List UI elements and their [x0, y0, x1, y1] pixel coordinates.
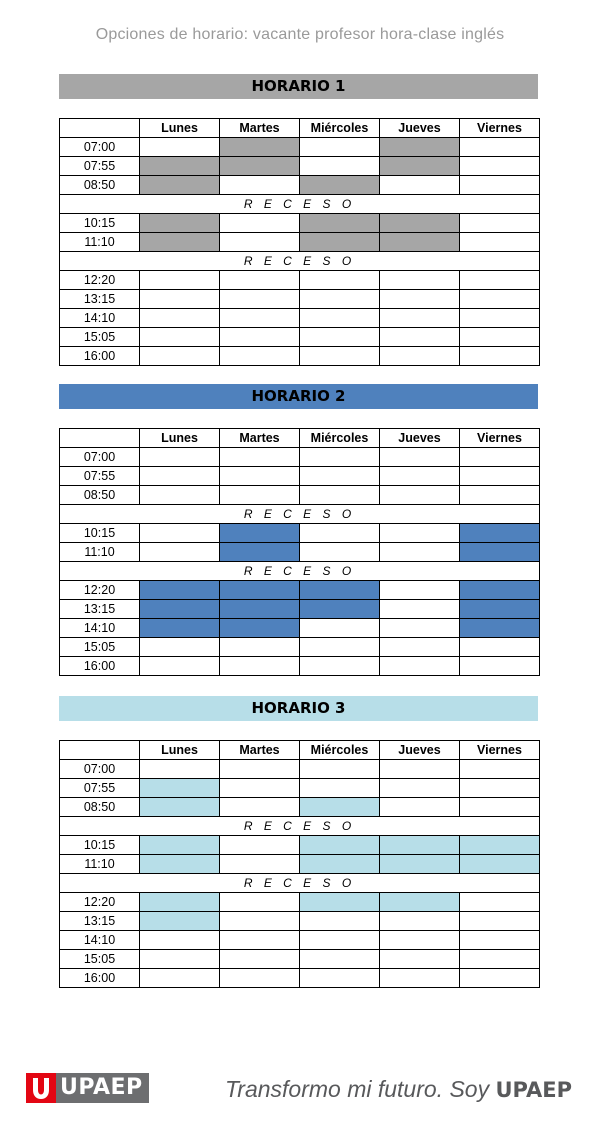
slot-cell-filled: [220, 581, 300, 600]
slogan-brand: UPAEP: [495, 1078, 572, 1102]
time-row: [60, 619, 540, 638]
time-row: [60, 969, 540, 988]
time-row: [60, 893, 540, 912]
slot-cell-empty: [220, 328, 300, 347]
slot-cell-empty: [460, 233, 540, 252]
time-row: [60, 950, 540, 969]
slot-cell-filled: [140, 855, 220, 874]
slot-cell-empty: [140, 138, 220, 157]
time-cell: 08:50: [60, 176, 140, 195]
slot-cell-empty: [140, 467, 220, 486]
slot-cell-empty: [300, 912, 380, 931]
slot-cell-empty: [300, 760, 380, 779]
slot-cell-empty: [220, 448, 300, 467]
time-row: [60, 138, 540, 157]
slot-cell-empty: [380, 524, 460, 543]
time-cell: 08:50: [60, 798, 140, 817]
time-cell: 14:10: [60, 309, 140, 328]
slot-cell-empty: [300, 157, 380, 176]
slot-cell-empty: [380, 950, 460, 969]
time-cell: 11:10: [60, 855, 140, 874]
time-row: [60, 912, 540, 931]
slot-cell-empty: [220, 214, 300, 233]
slot-cell-empty: [380, 600, 460, 619]
slot-cell-empty: [460, 931, 540, 950]
slot-cell-empty: [300, 657, 380, 676]
schedule-1-banner: HORARIO 1: [59, 74, 538, 99]
slot-cell-empty: [300, 638, 380, 657]
slot-cell-filled: [220, 600, 300, 619]
slot-cell-filled: [460, 836, 540, 855]
slot-cell-filled: [220, 138, 300, 157]
slot-cell-filled: [140, 779, 220, 798]
time-cell: 15:05: [60, 328, 140, 347]
day-header: Jueves: [380, 119, 460, 138]
time-row: [60, 347, 540, 366]
slot-cell-empty: [460, 157, 540, 176]
day-header: Martes: [220, 741, 300, 760]
slot-cell-filled: [300, 855, 380, 874]
slot-cell-empty: [460, 638, 540, 657]
time-row: [60, 798, 540, 817]
slot-cell-empty: [140, 543, 220, 562]
slot-cell-empty: [380, 486, 460, 505]
slot-cell-empty: [220, 347, 300, 366]
time-cell: 07:55: [60, 157, 140, 176]
slot-cell-empty: [220, 836, 300, 855]
day-header: Lunes: [140, 741, 220, 760]
time-cell: 15:05: [60, 638, 140, 657]
schedule-2-table: [59, 428, 540, 676]
slot-cell-empty: [300, 328, 380, 347]
slot-cell-filled: [380, 138, 460, 157]
schedule-3-banner: HORARIO 3: [59, 696, 538, 721]
time-cell: 08:50: [60, 486, 140, 505]
slot-cell-filled: [380, 855, 460, 874]
slot-cell-empty: [140, 486, 220, 505]
slot-cell-empty: [300, 448, 380, 467]
slot-cell-empty: [380, 448, 460, 467]
slot-cell-filled: [140, 157, 220, 176]
time-row: [60, 657, 540, 676]
day-header: Lunes: [140, 119, 220, 138]
schedule-2-banner: HORARIO 2: [59, 384, 538, 409]
slot-cell-empty: [220, 950, 300, 969]
time-cell: 15:05: [60, 950, 140, 969]
time-cell: 11:10: [60, 233, 140, 252]
time-row: [60, 328, 540, 347]
slogan: [225, 1076, 572, 1103]
slot-cell-empty: [220, 798, 300, 817]
day-header: Jueves: [380, 429, 460, 448]
slot-cell-empty: [140, 309, 220, 328]
time-cell: 16:00: [60, 347, 140, 366]
slot-cell-filled: [460, 581, 540, 600]
time-row: [60, 233, 540, 252]
day-header: Viernes: [460, 741, 540, 760]
slot-cell-filled: [140, 176, 220, 195]
slot-cell-empty: [300, 138, 380, 157]
slot-cell-filled: [380, 893, 460, 912]
slot-cell-empty: [380, 760, 460, 779]
recess-row: [60, 562, 540, 581]
slot-cell-empty: [380, 176, 460, 195]
time-cell: 10:15: [60, 524, 140, 543]
recess-label: R E C E S O: [60, 195, 540, 214]
slot-cell-filled: [300, 600, 380, 619]
slot-cell-empty: [460, 912, 540, 931]
corner-cell: [60, 429, 140, 448]
slot-cell-empty: [460, 950, 540, 969]
slot-cell-filled: [220, 619, 300, 638]
time-row: [60, 836, 540, 855]
slot-cell-filled: [140, 798, 220, 817]
schedule-1-table: [59, 118, 540, 366]
slot-cell-filled: [460, 600, 540, 619]
slot-cell-empty: [460, 271, 540, 290]
slot-cell-filled: [460, 619, 540, 638]
time-cell: 07:55: [60, 467, 140, 486]
time-row: [60, 931, 540, 950]
slot-cell-empty: [220, 467, 300, 486]
time-cell: 13:15: [60, 600, 140, 619]
time-row: [60, 271, 540, 290]
slot-cell-filled: [460, 855, 540, 874]
corner-cell: [60, 741, 140, 760]
time-cell: 13:15: [60, 912, 140, 931]
slot-cell-filled: [140, 233, 220, 252]
slot-cell-empty: [220, 486, 300, 505]
recess-label: R E C E S O: [60, 505, 540, 524]
slot-cell-empty: [460, 347, 540, 366]
time-row: [60, 760, 540, 779]
time-cell: 07:00: [60, 138, 140, 157]
slot-cell-empty: [220, 912, 300, 931]
day-header: Jueves: [380, 741, 460, 760]
slot-cell-empty: [140, 290, 220, 309]
slot-cell-empty: [300, 969, 380, 988]
slot-cell-filled: [300, 581, 380, 600]
page-title: Opciones de horario: vacante profesor hora-clase inglés: [95, 26, 505, 43]
slot-cell-empty: [460, 290, 540, 309]
slot-cell-filled: [380, 214, 460, 233]
time-cell: 12:20: [60, 893, 140, 912]
time-cell: 07:55: [60, 779, 140, 798]
slot-cell-empty: [380, 619, 460, 638]
slot-cell-empty: [140, 347, 220, 366]
slot-cell-filled: [140, 600, 220, 619]
day-header: Miércoles: [300, 429, 380, 448]
recess-row: [60, 505, 540, 524]
time-cell: 11:10: [60, 543, 140, 562]
time-row: [60, 524, 540, 543]
time-cell: 12:20: [60, 271, 140, 290]
time-row: [60, 214, 540, 233]
slot-cell-filled: [300, 893, 380, 912]
slot-cell-empty: [380, 969, 460, 988]
slot-cell-empty: [460, 467, 540, 486]
slot-cell-empty: [140, 931, 220, 950]
recess-row: [60, 252, 540, 271]
day-header: Viernes: [460, 119, 540, 138]
slot-cell-empty: [460, 176, 540, 195]
slot-cell-empty: [220, 290, 300, 309]
slot-cell-empty: [300, 779, 380, 798]
slot-cell-empty: [140, 950, 220, 969]
slot-cell-empty: [380, 543, 460, 562]
time-cell: 10:15: [60, 836, 140, 855]
time-row: [60, 855, 540, 874]
slot-cell-filled: [220, 157, 300, 176]
recess-row: [60, 874, 540, 893]
time-row: [60, 467, 540, 486]
slot-cell-empty: [300, 619, 380, 638]
slot-cell-filled: [220, 524, 300, 543]
header-row: [60, 741, 540, 760]
slot-cell-filled: [140, 619, 220, 638]
time-row: [60, 290, 540, 309]
slot-cell-empty: [300, 524, 380, 543]
time-row: [60, 779, 540, 798]
slot-cell-empty: [300, 290, 380, 309]
time-row: [60, 638, 540, 657]
slogan-text: Transformo mi futuro. Soy: [224, 1076, 490, 1102]
time-cell: 07:00: [60, 448, 140, 467]
slot-cell-filled: [380, 233, 460, 252]
slot-cell-filled: [140, 912, 220, 931]
slot-cell-filled: [460, 524, 540, 543]
slot-cell-empty: [220, 176, 300, 195]
time-row: [60, 309, 540, 328]
slot-cell-empty: [220, 931, 300, 950]
day-header: Viernes: [460, 429, 540, 448]
slot-cell-empty: [220, 233, 300, 252]
slot-cell-empty: [380, 271, 460, 290]
slot-cell-empty: [140, 328, 220, 347]
time-row: [60, 581, 540, 600]
slot-cell-filled: [300, 214, 380, 233]
slot-cell-filled: [300, 836, 380, 855]
upaep-u-icon: [26, 1073, 56, 1103]
slot-cell-empty: [220, 657, 300, 676]
slot-cell-filled: [300, 233, 380, 252]
slot-cell-empty: [220, 855, 300, 874]
time-row: [60, 543, 540, 562]
slot-cell-empty: [300, 467, 380, 486]
time-cell: 16:00: [60, 657, 140, 676]
slot-cell-empty: [220, 309, 300, 328]
slot-cell-empty: [220, 760, 300, 779]
slot-cell-empty: [380, 912, 460, 931]
slot-cell-filled: [140, 893, 220, 912]
slot-cell-empty: [380, 798, 460, 817]
day-header: Martes: [220, 119, 300, 138]
recess-label: R E C E S O: [60, 874, 540, 893]
time-cell: 14:10: [60, 931, 140, 950]
slot-cell-empty: [300, 931, 380, 950]
slot-cell-empty: [460, 486, 540, 505]
slot-cell-empty: [460, 328, 540, 347]
slot-cell-empty: [220, 969, 300, 988]
recess-label: R E C E S O: [60, 252, 540, 271]
slot-cell-empty: [460, 969, 540, 988]
slot-cell-empty: [140, 448, 220, 467]
upaep-logo: [26, 1073, 149, 1103]
recess-label: R E C E S O: [60, 817, 540, 836]
day-header: Martes: [220, 429, 300, 448]
slot-cell-empty: [220, 893, 300, 912]
day-header: Lunes: [140, 429, 220, 448]
slot-cell-empty: [220, 779, 300, 798]
slot-cell-filled: [140, 214, 220, 233]
slot-cell-empty: [460, 448, 540, 467]
slot-cell-empty: [300, 543, 380, 562]
slot-cell-empty: [380, 931, 460, 950]
slot-cell-empty: [220, 638, 300, 657]
slot-cell-filled: [140, 581, 220, 600]
slot-cell-empty: [380, 347, 460, 366]
slot-cell-filled: [140, 836, 220, 855]
day-header: Miércoles: [300, 119, 380, 138]
slot-cell-filled: [380, 836, 460, 855]
slot-cell-empty: [300, 347, 380, 366]
slot-cell-empty: [460, 760, 540, 779]
slot-cell-empty: [140, 638, 220, 657]
time-row: [60, 448, 540, 467]
time-cell: 14:10: [60, 619, 140, 638]
slot-cell-empty: [380, 328, 460, 347]
day-header: Miércoles: [300, 741, 380, 760]
time-cell: 12:20: [60, 581, 140, 600]
slot-cell-empty: [460, 309, 540, 328]
recess-label: R E C E S O: [60, 562, 540, 581]
time-cell: 10:15: [60, 214, 140, 233]
slot-cell-empty: [380, 290, 460, 309]
time-cell: 13:15: [60, 290, 140, 309]
time-row: [60, 600, 540, 619]
slot-cell-empty: [460, 779, 540, 798]
slot-cell-empty: [380, 779, 460, 798]
slot-cell-filled: [300, 176, 380, 195]
recess-row: [60, 817, 540, 836]
time-row: [60, 176, 540, 195]
slot-cell-empty: [140, 271, 220, 290]
slot-cell-empty: [300, 271, 380, 290]
slot-cell-empty: [460, 657, 540, 676]
logo-text: UPAEP: [56, 1073, 149, 1103]
slot-cell-empty: [140, 969, 220, 988]
slot-cell-empty: [300, 950, 380, 969]
slot-cell-empty: [380, 657, 460, 676]
slot-cell-empty: [380, 309, 460, 328]
recess-row: [60, 195, 540, 214]
time-cell: 16:00: [60, 969, 140, 988]
slot-cell-filled: [380, 157, 460, 176]
slot-cell-empty: [460, 214, 540, 233]
slot-cell-empty: [300, 486, 380, 505]
time-row: [60, 486, 540, 505]
header-row: [60, 429, 540, 448]
slot-cell-empty: [140, 657, 220, 676]
slot-cell-empty: [460, 893, 540, 912]
time-cell: 07:00: [60, 760, 140, 779]
time-row: [60, 157, 540, 176]
slot-cell-empty: [460, 138, 540, 157]
corner-cell: [60, 119, 140, 138]
header-row: [60, 119, 540, 138]
slot-cell-empty: [380, 638, 460, 657]
slot-cell-filled: [460, 543, 540, 562]
slot-cell-empty: [460, 798, 540, 817]
slot-cell-empty: [140, 524, 220, 543]
schedule-3-table: [59, 740, 540, 988]
slot-cell-empty: [140, 760, 220, 779]
slot-cell-empty: [380, 581, 460, 600]
slot-cell-filled: [220, 543, 300, 562]
slot-cell-empty: [220, 271, 300, 290]
slot-cell-filled: [300, 798, 380, 817]
slot-cell-empty: [300, 309, 380, 328]
slot-cell-empty: [380, 467, 460, 486]
